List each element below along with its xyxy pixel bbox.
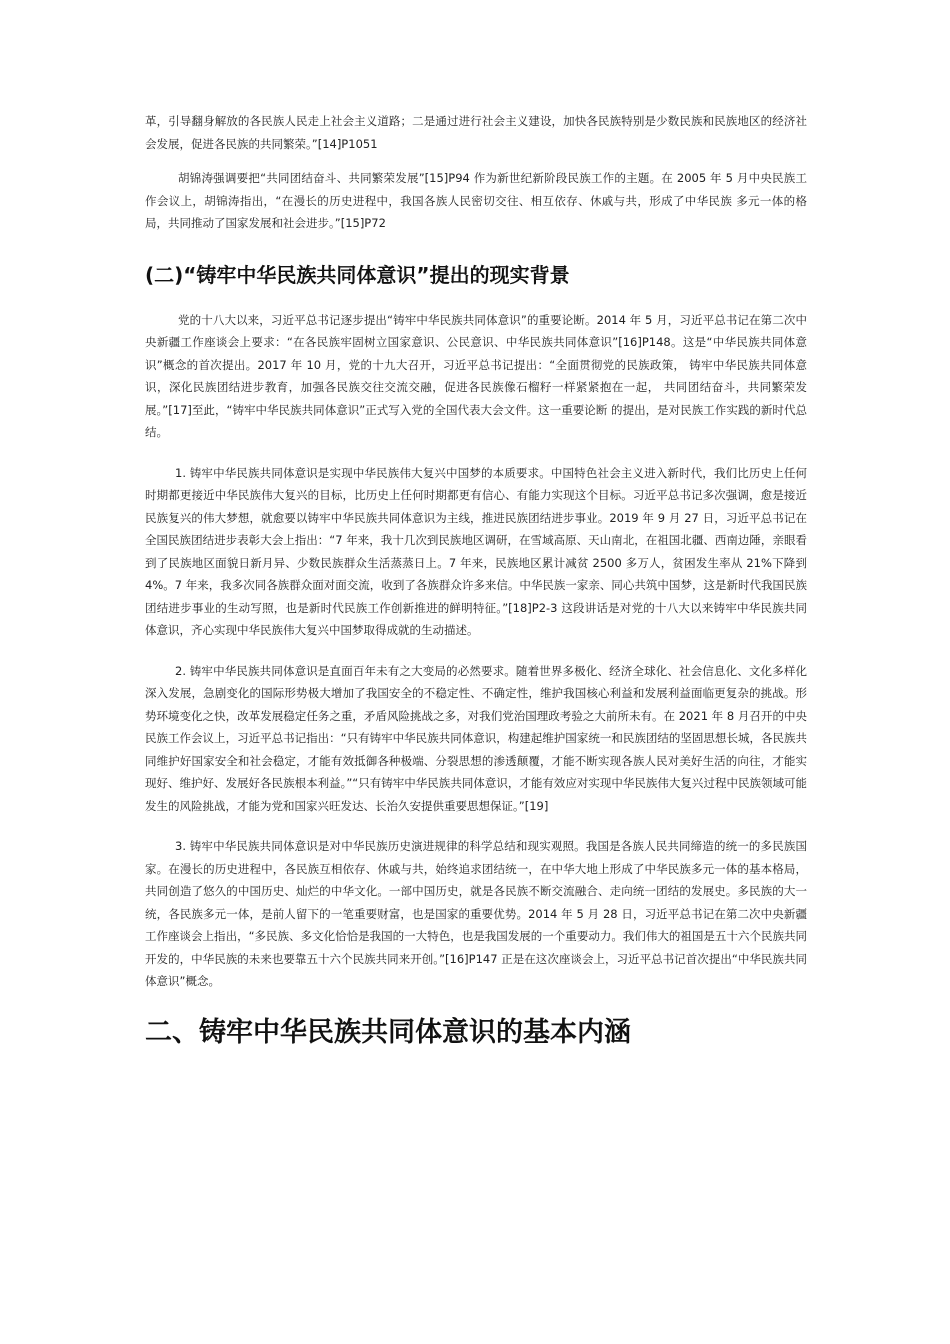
paragraph-eighteenth-congress: 党的十八大以来，习近平总书记逐步提出“铸牢中华民族共同体意识”的重要论断。2014 年 5 月，习近平总书记在第二次中央新疆工作座谈会上要求：“在各民族牢固树立国家意识、公民意识、中华民族共同体意识”[16]P148。这是“中华民族共同体意识”概念的首次提出。2017 年 10 月，党的十九大召开，习近平总书记提出：“全面贯彻党的民族政策， 铸牢中华民族共同体意识，深化民族团结进步教育，加强各民族交往交流交融，促进各民族像石榴籽一样紧紧抱在一起， 共同团结奋斗，共同繁荣发展。”[17]至此，“铸牢中华民族共同体意识”正式写入党的全国代表大会文件。这一重要论断 的提出，是对民族工作实践的新时代总结。: [145, 312, 807, 439]
section-heading: (二)“铸牢中华民族共同体意识”提出的现实背景: [145, 262, 570, 287]
chapter-heading: 二、铸牢中华民族共同体意识的基本内涵: [145, 1016, 631, 1048]
paragraph-item-2: 2. 铸牢中华民族共同体意识是直面百年未有之大变局的必然要求。随着世界多极化、经济全球化、社会信息化、文化多样化深入发展，急剧变化的国际形势极大增加了我国安全的不稳定性、不确定性，维护我国核心利益和发展利益面临更复杂的挑战。形势环境变化之快，改革发展稳定任务之重，矛盾风险挑战之多，对我们党治国理政考验之大前所未有。在 2021 年 8 月召开的中央民族工作会议上，习近平总书记指出：“只有铸牢中华民族共同体意识，构建起维护国家统一和民族团结的坚固思想长城，各民族共同维护好国家安全和社会稳定，才能有效抵御各种极端、分裂思想的渗透颠覆，才能不断实现各族人民对美好生活的向往，才能实现好、维护好、发展好各民族根本利益。”“只有铸牢中华民族共同体意识，才能有效应对实现中华民族伟大复兴过程中民族领域可能发生的风险挑战，才能为党和国家兴旺发达、长治久安提供重要思想保证。”[19]: [145, 663, 807, 813]
paragraph-hu-jintao: 胡锦涛强调要把“共同团结奋斗、共同繁荣发展”[15]P94 作为新世纪新阶段民族工作的主题。在 2005 年 5 月中央民族工作会议上，胡锦涛指出，“在漫长的历史进程中，我国各族人民密切交往、相互依存、休戚与共，形成了中华民族 多元一体的格局，共同推动了国家发展和社会进步。”[15]P72: [145, 171, 807, 230]
paragraph-intro-tail: 革，引导翻身解放的各民族人民走上社会主义道路；二是通过进行社会主义建设，加快各民族特别是少数民族和民族地区的经济社会发展，促进各民族的共同繁荣。”[14]P1051: [145, 114, 807, 151]
document-page: [145, 110, 807, 1051]
paragraph-item-3: 3. 铸牢中华民族共同体意识是对中华民族历史演进规律的科学总结和现实观照。我国是各族人民共同缔造的统一的多民族国家。在漫长的历史进程中，各民族互相依存、休戚与共，始终追求团结统一，在中华大地上形成了中华民族多元一体的基本格局，共同创造了悠久的中国历史、灿烂的中华文化。一部中国历史，就是各民族不断交流融合、走向统一团结的发展史。多民族的大一统，各民族多元一体，是前人留下的一笔重要财富，也是国家的重要优势。2014 年 5 月 28 日，习近平总书记在第二次中央新疆工作座谈会上指出，“多民族、多文化恰恰是我国的一大特色，也是我国发展的一个重要动力。我们伟大的祖国是五十六个民族共同开发的，中华民族的未来也要靠五十六个民族共同来开创。”[16]P147 正是在这次座谈会上，习近平总书记首次提出“中华民族共同体意识”概念。: [145, 839, 807, 988]
paragraph-item-1: 1. 铸牢中华民族共同体意识是实现中华民族伟大复兴中国梦的本质要求。中国特色社会主义进入新时代，我们比历史上任何时期都更接近中华民族伟大复兴的目标，比历史上任何时期都更有信心、有能力实现这个目标。习近平总书记多次强调，愈是接近民族复兴的伟大梦想，就愈要以铸牢中华民族共同体意识为主线，推进民族团结进步事业。2019 年 9 月 27 日，习近平总书记在全国民族团结进步表彰大会上指出：“7 年来，我十几次到民族地区调研，在雪域高原、天山南北，在祖国北疆、西南边陲，亲眼看到了民族地区面貌日新月异、少数民族群众生活蒸蒸日上。7 年来，民族地区累计减贫 2500 多万人，贫困发生率从 21%下降到 4%。7 年来，我多次同各族群众面对面交流，收到了各族群众许多来信。中华民族一家亲、同心共筑中国梦，这是新时代我国民族团结进步事业的生动写照，也是新时代民族工作创新推进的鲜明特征。”[18]P2-3 这段讲话是对党的十八大以来铸牢中华民族共同体意识，齐心实现中华民族伟大复兴中国梦取得成就的生动描述。: [145, 465, 807, 637]
